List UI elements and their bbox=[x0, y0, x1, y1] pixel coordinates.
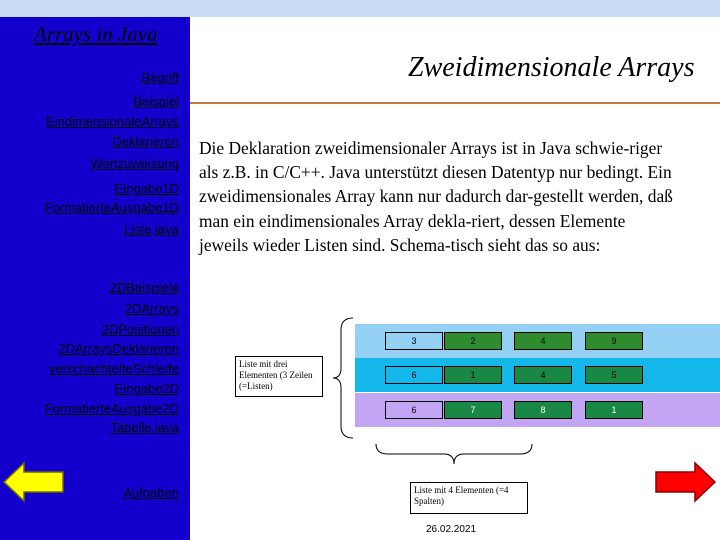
top-bar bbox=[0, 0, 720, 17]
nav-link-verschachtelte-schleife[interactable]: verschachtelteSchleife bbox=[48, 361, 179, 376]
title-divider bbox=[190, 102, 720, 104]
nav-link-formatierte-ausgabe1d[interactable]: FormatierteAusgabe1D bbox=[44, 200, 179, 215]
array-cell: 9 bbox=[585, 332, 643, 350]
array-cell: 2 bbox=[444, 332, 502, 350]
slide-paragraph: Die Deklaration zweidimensionaler Arrays ist in Java schwie-riger als z.B. in C/C++. Java unterstützt diesen Datentyp nur bedingt. Ein zweidimensionales Array kann nur dadurch dar-gestellt werden, daß man ein eindimensionales Array dekla-riert, dessen Elemente jeweils wieder Listen sind. Schema-tisch sieht das so aus: bbox=[199, 138, 673, 255]
columns-label: Liste mit 4 Elementen (=4 Spalten) bbox=[410, 482, 528, 514]
array-cell: 4 bbox=[514, 332, 572, 350]
nav-link-eingabe1d[interactable]: Eingabe1D bbox=[114, 181, 179, 196]
nav-link-wertzuweisung[interactable]: Wertzuweisung bbox=[90, 156, 179, 171]
rows-label: Liste mit drei Elementen (3 Zeilen (=Listen) bbox=[235, 356, 323, 397]
array-cell: 4 bbox=[514, 366, 572, 384]
nav-link-aufgaben[interactable]: Aufgaben bbox=[123, 485, 179, 500]
nav-link-formatierte-ausgabe2d[interactable]: FormatierteAusgabe2D bbox=[44, 401, 179, 416]
arrow-left-icon[interactable] bbox=[2, 461, 65, 503]
nav-link-beispiel[interactable]: Beispiel bbox=[133, 94, 179, 109]
array-cell: 8 bbox=[514, 401, 572, 419]
column-brace bbox=[374, 440, 534, 470]
slide-date: 26.02.2021 bbox=[426, 524, 477, 535]
array-cell: 6 bbox=[385, 401, 443, 419]
nav-link-deklarieren[interactable]: Deklarieren bbox=[112, 134, 179, 149]
row-brace bbox=[325, 316, 355, 440]
nav-link-2dbeispiele[interactable]: 2DBeispiele bbox=[109, 280, 179, 295]
nav-link-tabelle-java[interactable]: Tabelle.java bbox=[110, 420, 179, 435]
arrow-right-icon[interactable] bbox=[654, 461, 717, 503]
nav-link-eingabe2d[interactable]: Eingabe2D bbox=[114, 381, 179, 396]
nav-link-begriff[interactable]: Begriff bbox=[141, 70, 179, 85]
nav-link-2darrays-deklarieren[interactable]: 2DArraysDeklarieren bbox=[58, 341, 179, 356]
slide-title: Zweidimensionale Arrays bbox=[408, 52, 695, 83]
array-cell: 7 bbox=[444, 401, 502, 419]
nav-link-2dpositionen[interactable]: 2DPositionen bbox=[101, 322, 179, 337]
array-cell: 1 bbox=[585, 401, 643, 419]
nav-link-liste-java[interactable]: Liste.java bbox=[124, 222, 179, 237]
array-cell: 6 bbox=[385, 366, 443, 384]
nav-link-2darrays[interactable]: 2DArrays bbox=[124, 301, 179, 316]
nav-link-eindimensionale-arrays[interactable]: EindimensionaleArrays bbox=[46, 114, 179, 129]
array-row-1 bbox=[355, 324, 720, 358]
array-cell: 3 bbox=[385, 332, 443, 350]
array-cell: 5 bbox=[585, 366, 643, 384]
sidebar-title: Arrays in Java bbox=[34, 22, 158, 46]
array-row-3 bbox=[355, 393, 720, 427]
array-row-2 bbox=[355, 358, 720, 392]
array-cell: 1 bbox=[444, 366, 502, 384]
